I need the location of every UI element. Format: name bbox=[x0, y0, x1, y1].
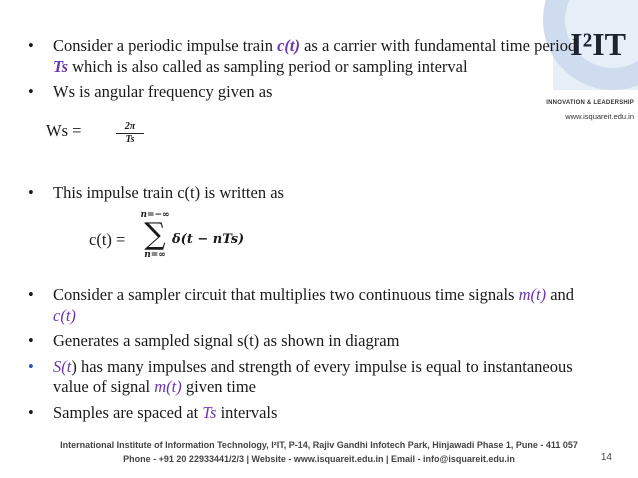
fraction-denominator: Ts bbox=[125, 134, 135, 145]
text-segment: S(t bbox=[53, 356, 72, 376]
equation-ct-lhs: c(t) = bbox=[89, 230, 126, 249]
bullet-sample-spacing bbox=[26, 403, 596, 424]
footer-address: International Institute of Information Technology, I²IT, P-14, Rajiv Gandhi Infotech Park, Hinjawadi Phase 1, Pune - 411 057 bbox=[60, 440, 578, 450]
text-segment: Ts bbox=[202, 402, 217, 422]
page-number: 14 bbox=[600, 452, 612, 463]
logo-tagline: INNOVATION & LEADERSHIP bbox=[546, 100, 634, 106]
text-segment: Ws is angular frequency given as bbox=[53, 82, 273, 101]
text-segment: ) has many impulses and strength of every impulse is equal to instantaneous value of signal bbox=[53, 356, 573, 396]
text-segment: Consider a periodic impulse train bbox=[53, 36, 278, 55]
text-segment: m(t) bbox=[518, 285, 547, 304]
bullet-sampler-circuit bbox=[26, 285, 596, 326]
text-segment: m(t) bbox=[154, 377, 182, 396]
fraction-numerator: 2π bbox=[116, 121, 144, 134]
impulse-bullet-wrap bbox=[26, 183, 586, 209]
text-segment: c(t) bbox=[53, 305, 76, 325]
logo-name: I²IT bbox=[570, 26, 626, 62]
text-segment: intervals bbox=[216, 402, 278, 422]
bullet-impulse-train-written bbox=[26, 183, 586, 204]
bullet-impulse-train-carrier bbox=[26, 36, 586, 77]
text-segment: This impulse train c(t) is written as bbox=[53, 183, 284, 202]
equation-ws-fraction bbox=[116, 121, 144, 146]
bullet-angular-frequency bbox=[26, 82, 586, 103]
slide-footer bbox=[0, 438, 638, 466]
text-segment: as a carrier with fundamental time period bbox=[299, 36, 577, 55]
equation-ws-lhs: Ws = bbox=[46, 121, 82, 140]
text-segment: Ts bbox=[53, 56, 68, 76]
text-segment: Consider a sampler circuit that multiplies two continuous time signals bbox=[53, 285, 519, 304]
text-segment: and bbox=[546, 285, 575, 304]
bullet-impulse-strength bbox=[26, 357, 596, 398]
text-segment: c(t) bbox=[277, 36, 300, 55]
logo-url: www.isquareit.edu.in bbox=[565, 112, 634, 121]
text-segment: Generates a sampled signal s(t) as shown in diagram bbox=[53, 331, 400, 350]
text-segment: which is also called as sampling period or sampling interval bbox=[68, 56, 468, 76]
text-segment: given time bbox=[181, 377, 256, 396]
summation-expression: δ(t − nTs) bbox=[172, 232, 245, 247]
slide-content bbox=[26, 36, 586, 108]
sigma-symbol: ∑ bbox=[144, 217, 166, 252]
bottom-bullet-list bbox=[26, 285, 596, 428]
sum-lower-limit: n=∞ bbox=[144, 250, 166, 260]
footer-contact: Phone - +91 20 22933441/2/3 | Website - www.isquareit.edu.in | Email - info@isquareit.edu.in bbox=[123, 454, 515, 464]
sum-upper-limit: n=−∞ bbox=[140, 210, 170, 220]
bullet-sampled-signal bbox=[26, 331, 596, 352]
summation bbox=[140, 210, 170, 260]
text-segment: Samples are spaced at bbox=[53, 402, 203, 422]
